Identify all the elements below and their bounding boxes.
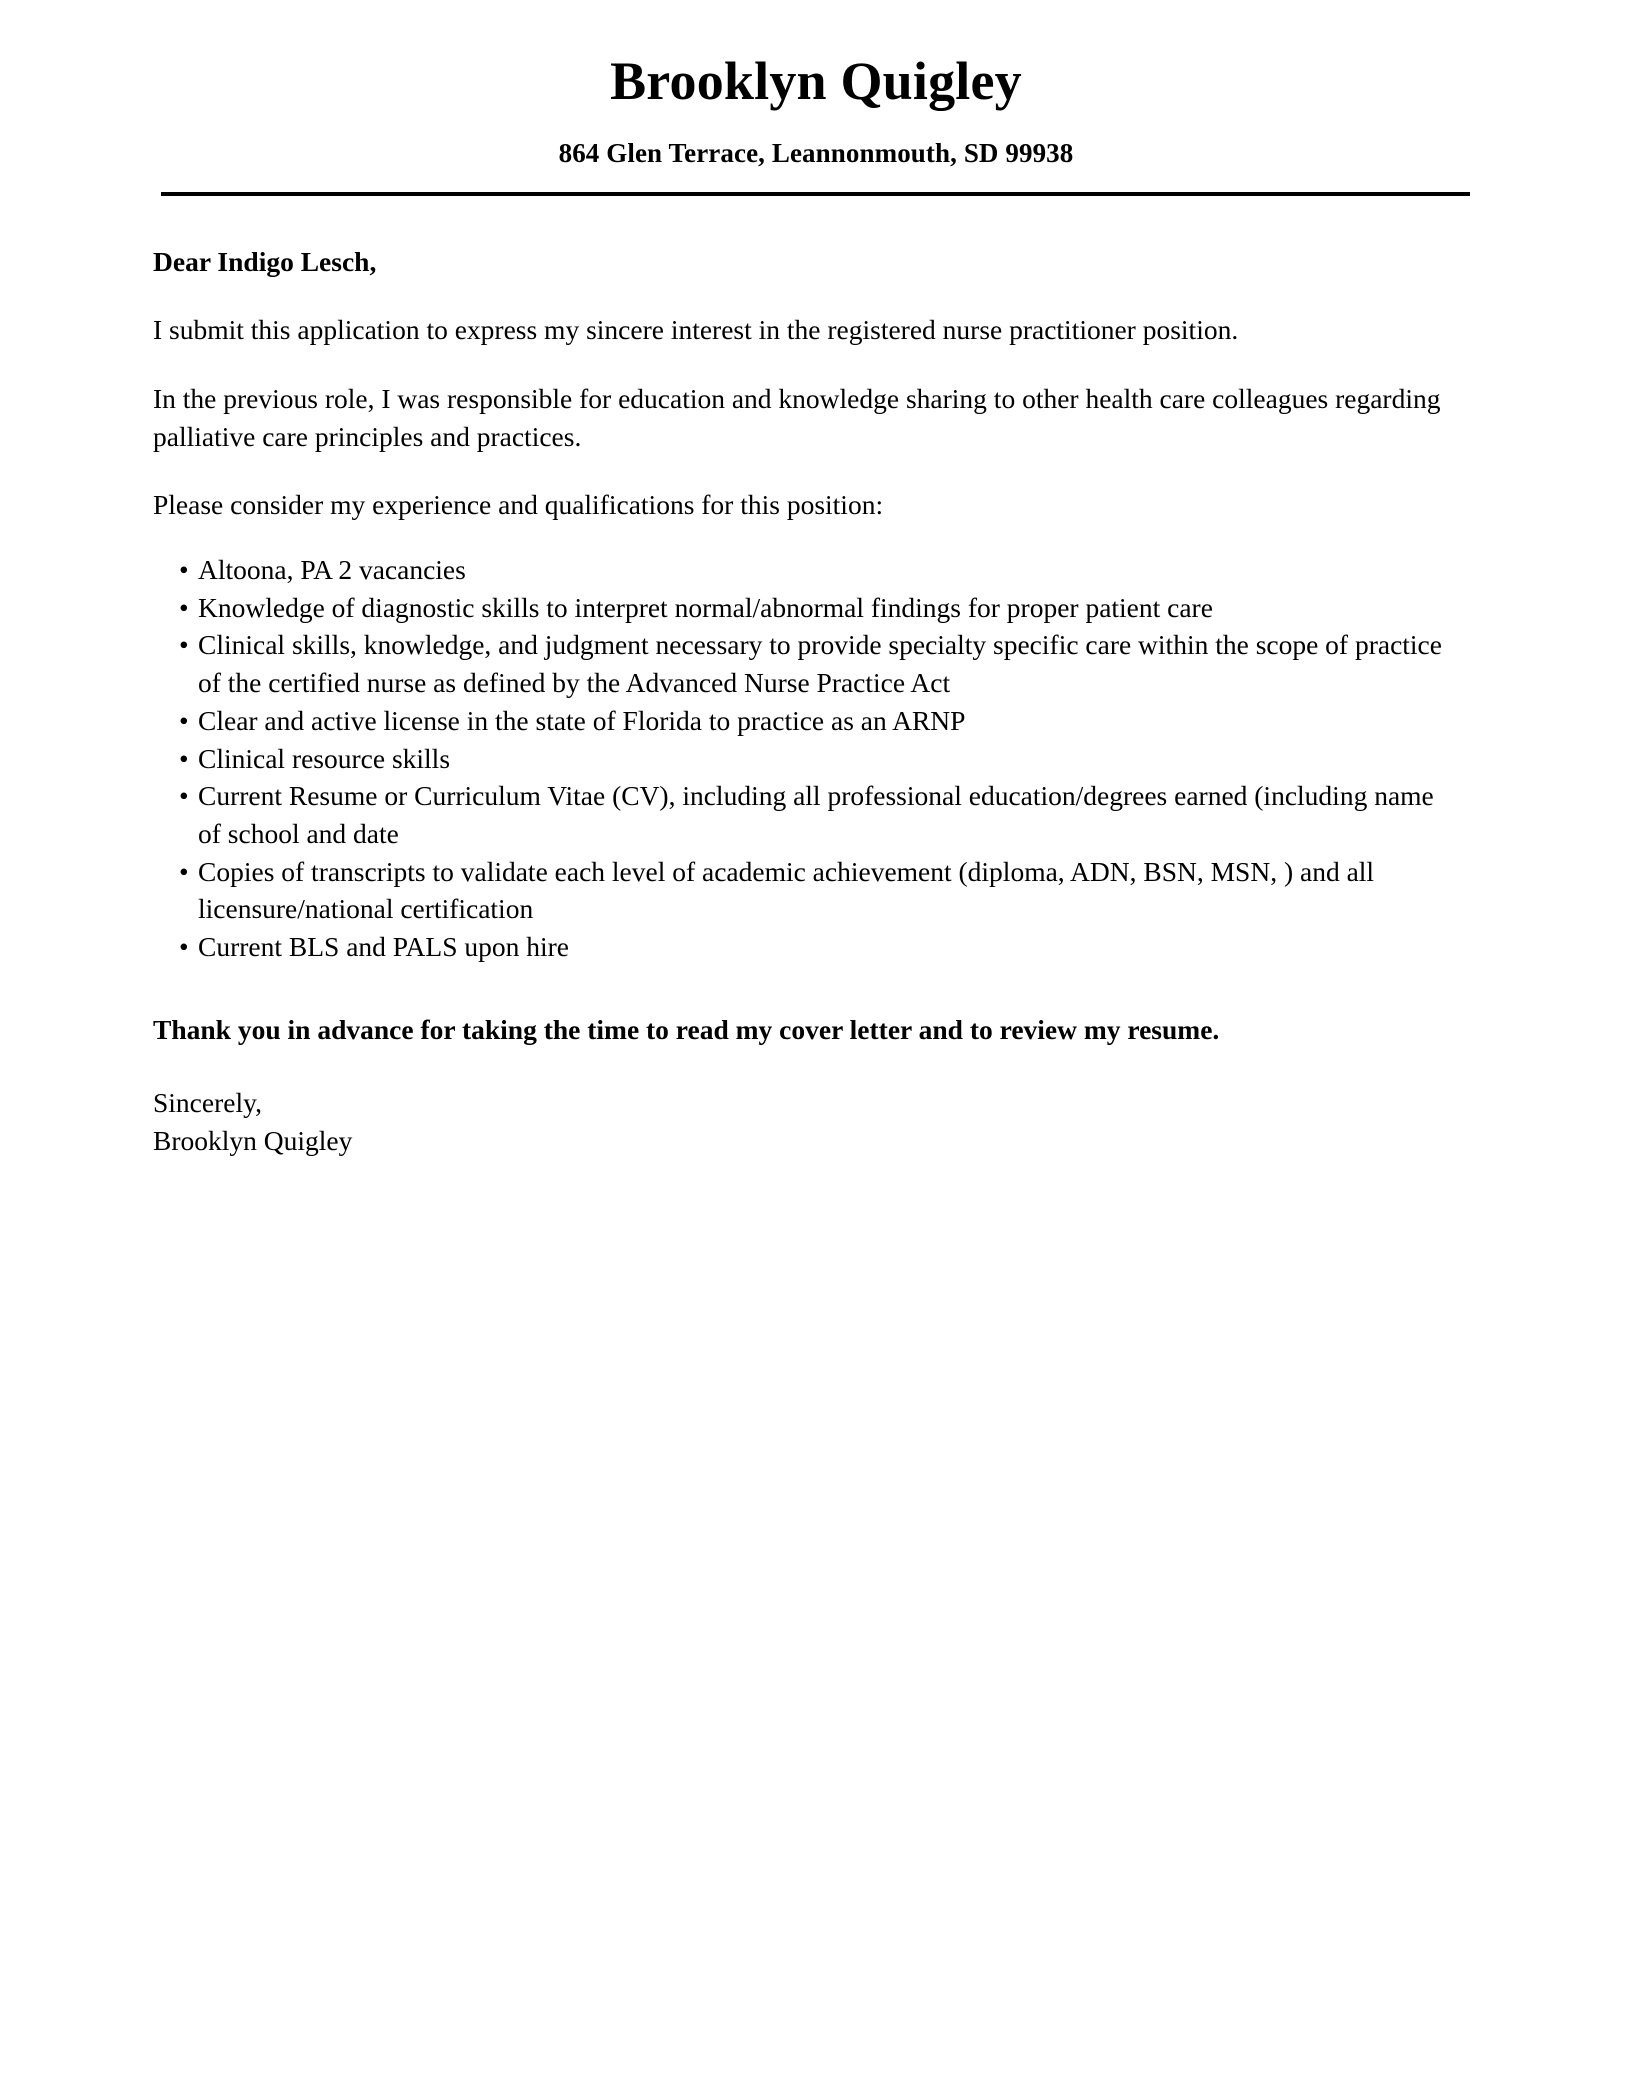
- bullet-icon: •: [179, 742, 189, 774]
- sign-off-label: Sincerely,: [153, 1087, 262, 1119]
- letter-body: [153, 196, 1450, 1160]
- page-title: Brooklyn Quigley: [610, 51, 1022, 111]
- bullet-icon: •: [179, 930, 189, 962]
- list-item-label: Altoona, PA 2 vacancies: [198, 554, 466, 586]
- list-item-label: Current Resume or Curriculum Vitae (CV), including all professional education/degrees earned (including name of school and date: [198, 780, 1434, 849]
- list-item-label: Clear and active license in the state of Florida to practice as an ARNP: [198, 704, 966, 736]
- salutation: Dear Indigo Lesch,: [153, 245, 377, 277]
- bullet-icon: •: [179, 704, 189, 736]
- list-item: [153, 702, 1450, 740]
- list-item: [153, 740, 1450, 778]
- bullet-icon: •: [179, 855, 189, 887]
- signature-block: [153, 1084, 1450, 1159]
- letterhead: [0, 0, 1632, 196]
- qualifications-list: [153, 551, 1450, 965]
- list-item: [153, 853, 1450, 928]
- paragraph-1: I submit this application to express my sincere interest in the registered nurse practitioner position.: [153, 314, 1239, 346]
- list-item: [153, 777, 1450, 852]
- bullet-icon: •: [179, 591, 189, 623]
- list-item-label: Clinical skills, knowledge, and judgment necessary to provide specialty specific care within the scope of practice of the certified nurse as defined by the Advanced Nurse Practice Act: [198, 629, 1442, 699]
- list-item-label: Copies of transcripts to validate each level of academic achievement (diploma, ADN, BSN, MSN, ) and all licensure/national certification: [198, 855, 1375, 925]
- bullet-icon: •: [179, 629, 189, 661]
- list-item-label: Current BLS and PALS upon hire: [198, 930, 569, 962]
- list-item: [153, 551, 1450, 589]
- list-item-label: Knowledge of diagnostic skills to interpret normal/abnormal findings for proper patient care: [198, 591, 1213, 623]
- bullet-icon: •: [179, 780, 189, 812]
- thank-you-line: Thank you in advance for taking the time to read my cover letter and to review my resume.: [153, 1013, 1220, 1045]
- signature-name: Brooklyn Quigley: [153, 1124, 353, 1156]
- list-item-label: Clinical resource skills: [198, 742, 451, 774]
- list-item: [153, 589, 1450, 627]
- paragraph-3: Please consider my experience and qualifications for this position:: [153, 489, 884, 521]
- paragraph-2: In the previous role, I was responsible for education and knowledge sharing to other health care colleagues regarding palliative care principles and practices.: [153, 383, 1441, 452]
- list-item: [153, 626, 1450, 701]
- list-item: [153, 928, 1450, 966]
- bullet-icon: •: [179, 554, 189, 586]
- address-line: 864 Glen Terrace, Leannonmouth, SD 99938: [558, 138, 1074, 169]
